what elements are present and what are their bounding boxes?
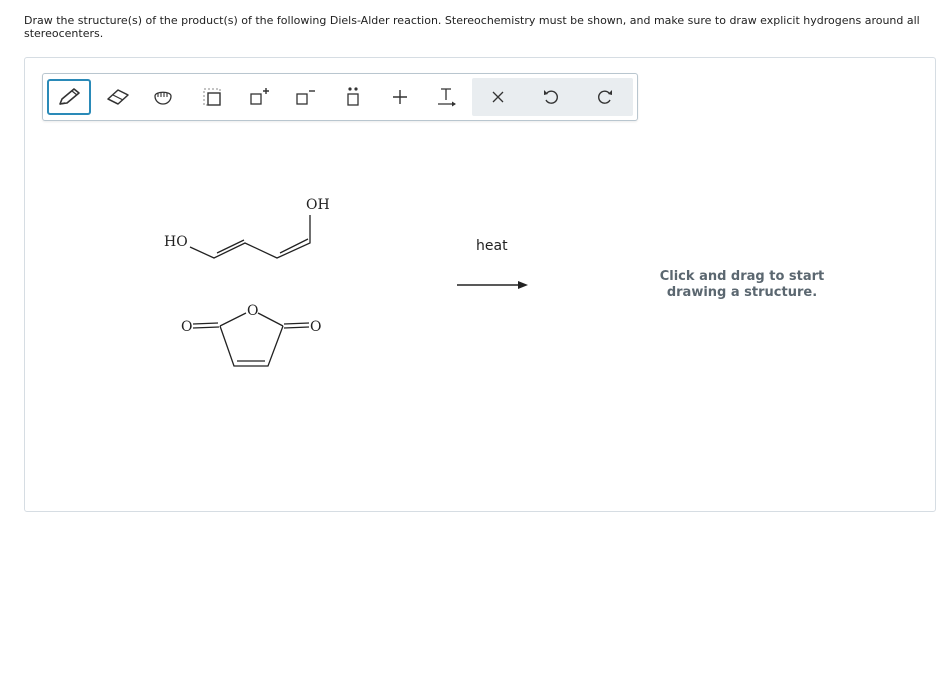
carbonyl-o-left-label: O (181, 319, 193, 335)
ring-o-label: O (247, 303, 259, 319)
reaction-arrow (457, 281, 528, 289)
canvas-hint-line1: Click and drag to start (659, 269, 825, 284)
canvas-hint-line2: drawing a structure. (666, 285, 818, 300)
diene-structure (190, 215, 310, 258)
diene-ho-label: HO (164, 234, 188, 250)
canvas-hint (640, 269, 844, 301)
diene-oh-label: OH (306, 197, 330, 213)
carbonyl-o-right-label: O (310, 319, 322, 335)
dienophile-structure (193, 313, 309, 366)
reaction-condition-label: heat (476, 238, 508, 254)
question-instructions: Draw the structure(s) of the product(s) of the following Diels-Alder reaction. Stereochemistry must be shown, and make sure to draw explicit hydrogens around all stereocenters. (24, 14, 920, 40)
